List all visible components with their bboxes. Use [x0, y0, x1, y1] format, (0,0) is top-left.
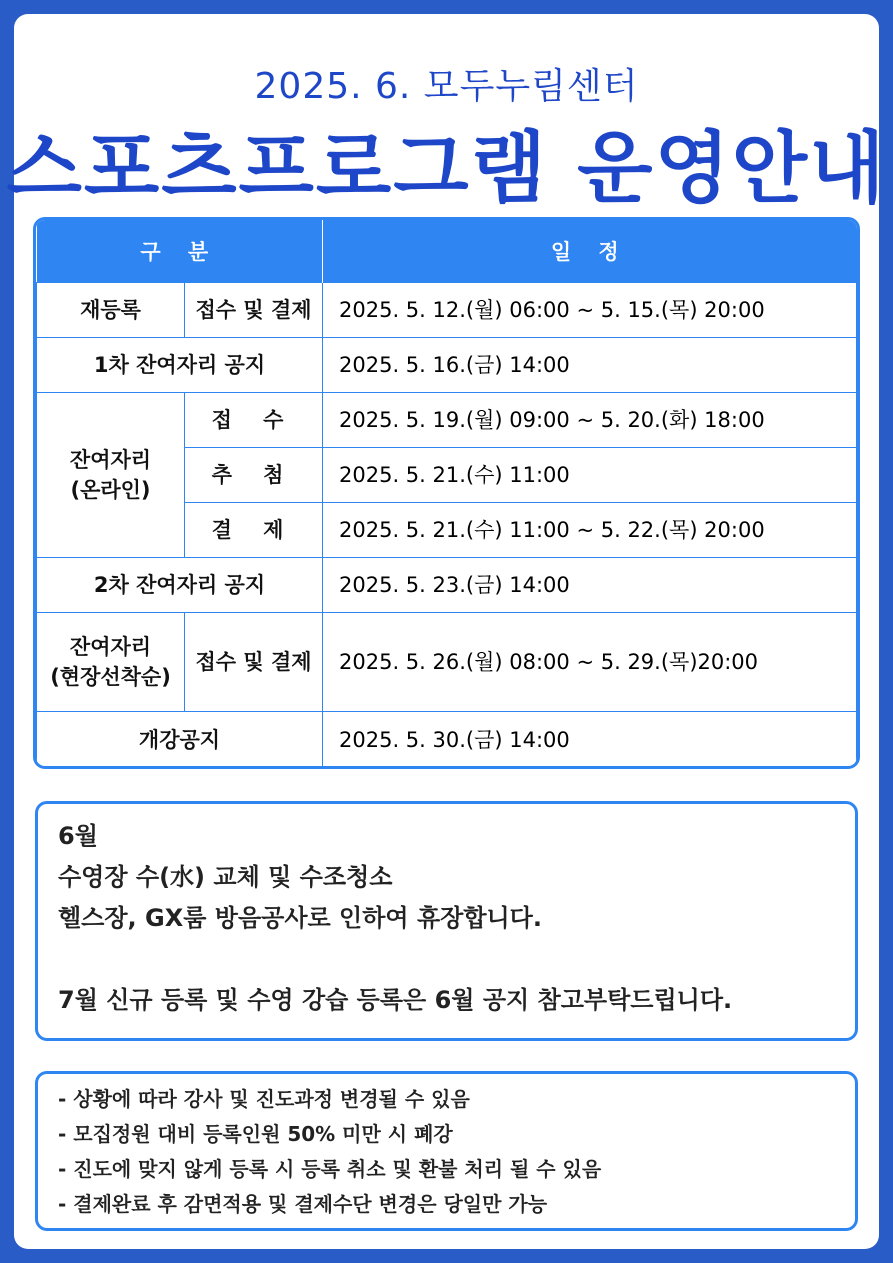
row-date: 2025. 5. 26.(월) 08:00 ~ 5. 29.(목)20:00 [323, 613, 857, 712]
note-item: - 모집정원 대비 등록인원 50% 미만 시 폐강 [58, 1122, 453, 1146]
notes-box [35, 1071, 858, 1231]
row-date: 2025. 5. 30.(금) 14:00 [323, 712, 857, 769]
row-date: 2025. 5. 12.(월) 06:00 ~ 5. 15.(목) 20:00 [323, 283, 857, 338]
row-category: 개강공지 [37, 712, 323, 769]
category-line: (현장선착순) [50, 665, 171, 689]
notice-month: 6월 [58, 822, 98, 850]
category-line: 잔여자리 [69, 447, 152, 472]
notice-spacer [58, 939, 835, 980]
row-category [37, 613, 185, 712]
notice-line: 헬스장, GX룸 방음공사로 인하여 휴장합니다. [58, 904, 542, 932]
table-row [37, 712, 857, 769]
table-row [37, 393, 857, 448]
header-schedule: 일 정 [323, 220, 857, 283]
table-row [37, 613, 857, 712]
notice-line: 수영장 수(水) 교체 및 수조청소 [58, 863, 393, 891]
row-date: 2025. 5. 21.(수) 11:00 [323, 448, 857, 503]
row-category: 2차 잔여자리 공지 [37, 558, 323, 613]
row-subcategory: 결 제 [185, 503, 323, 558]
table-header-row [37, 220, 857, 283]
note-item: - 상황에 따라 강사 및 진도과정 변경될 수 있음 [58, 1087, 470, 1111]
row-subcategory: 추 첨 [185, 448, 323, 503]
row-category: 재등록 [37, 283, 185, 338]
row-date: 2025. 5. 19.(월) 09:00 ~ 5. 20.(화) 18:00 [323, 393, 857, 448]
header-category: 구 분 [37, 220, 323, 283]
poster-subtitle: 2025. 6. 모두누림센터 [254, 66, 639, 107]
note-item: - 결제완료 후 감면적용 및 결제수단 변경은 당일만 가능 [58, 1192, 548, 1216]
row-subcategory: 접수 및 결제 [185, 613, 323, 712]
row-subcategory: 접수 및 결제 [185, 283, 323, 338]
notice-box [35, 801, 858, 1041]
row-subcategory: 접 수 [185, 393, 323, 448]
row-category: 1차 잔여자리 공지 [37, 338, 323, 393]
note-item: - 진도에 맞지 않게 등록 시 등록 취소 및 환불 처리 될 수 있음 [58, 1157, 602, 1181]
row-date: 2025. 5. 21.(수) 11:00 ~ 5. 22.(목) 20:00 [323, 503, 857, 558]
category-line: 잔여자리 [69, 634, 152, 659]
notice-line: 7월 신규 등록 및 수영 강습 등록은 6월 공지 참고부탁드립니다. [58, 986, 733, 1014]
schedule-table [33, 217, 860, 769]
row-date: 2025. 5. 16.(금) 14:00 [323, 338, 857, 393]
category-line: (온라인) [70, 478, 151, 502]
row-date: 2025. 5. 23.(금) 14:00 [323, 558, 857, 613]
table-row [37, 558, 857, 613]
poster-title: 스포츠프로그램 운영안내 [6, 124, 887, 214]
row-category [37, 393, 185, 558]
table-row [37, 338, 857, 393]
table-row [37, 283, 857, 338]
